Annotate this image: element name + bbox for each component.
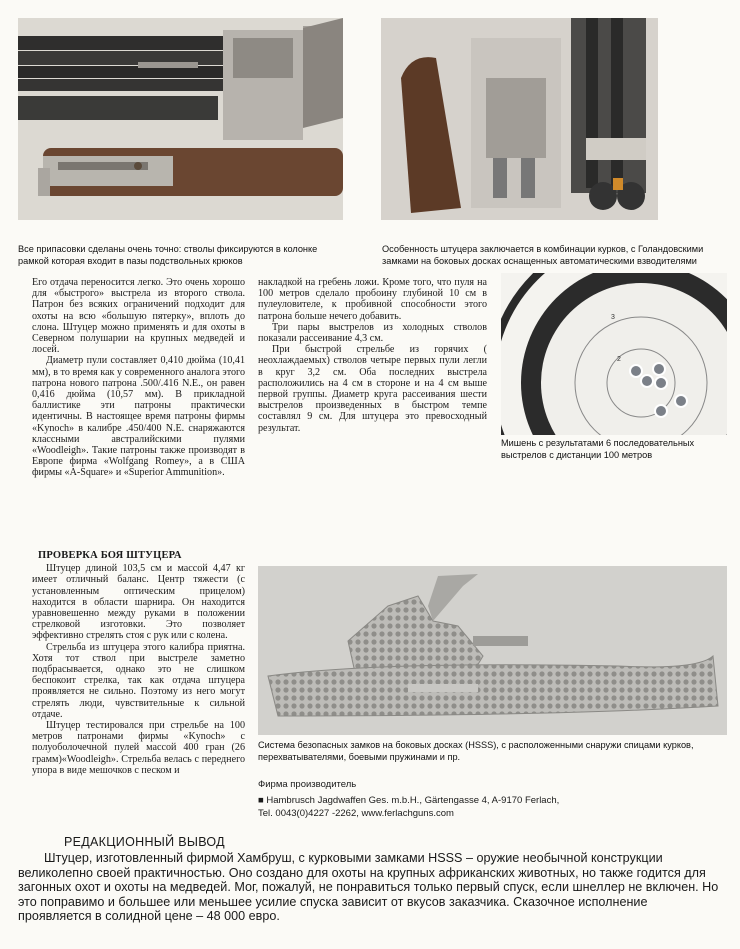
paragraph: Диаметр пули составляет 0,410 дюйма (10,41 мм), в то время как у современного аналога этого патрона нового патрона .500/.416 N.E., он равен 0,416 дюйма (10,57 мм). В прикладной баллистике эти патроны практически идентичны. В настоящее время патроны фирмы «Kynoch» в калибре .450/400 N.E. снаряжаются классными австралийскими пулями «Woodleigh». Такие патроны также производят в Европе фирма «Wolfgang Romey», а в США фирмы «A-Square» и «Superior Ammunition». [32, 355, 245, 479]
photo-barrels-action [18, 18, 343, 220]
caption-action-detail: Особенность штуцера заключается в комбинации курков, с Голандовскими замками на боковых досках оснащенных автоматическими взводителями [382, 244, 704, 266]
manufacturer-title: Фирма производитель [258, 779, 357, 790]
caption-barrels-action: Все припасовки сделаны очень точно: стволы фиксируются в колонке рамкой которая входит в пазы подствольных крюков [18, 244, 318, 266]
manufacturer-block [258, 778, 727, 820]
locks-illustration [258, 566, 727, 735]
paragraph: Штуцер длиной 103,5 см и массой 4,47 кг имеет отличный баланс. Центр тяжести (с установленным оптическим прицелом) находится в области шарнира. Он находится уравновешенно между руками в положении стрелковой изготовки. Это позволяет эффективно стрелять стоя с рук или с колена. [32, 563, 245, 642]
photo-action-detail [381, 18, 658, 220]
manufacturer-contact: Tel. 0043(0)4227 -2262, www.ferlachguns.com [258, 808, 454, 819]
editorial-text-block [18, 851, 724, 924]
paragraph: накладкой на гребень ложи. Кроме того, что пуля на 100 метров сделало пробоину глубиной 10 см в пулеуловителе, к пробивной способности этого патрона больше нечего добавить. [258, 277, 487, 322]
target-illustration [501, 273, 727, 435]
text-column-1 [32, 277, 245, 479]
photo-locks [258, 566, 727, 735]
action-detail-illustration [381, 18, 658, 220]
text-column-section [32, 550, 245, 776]
caption-locks: Система безопасных замков на боковых досках (HSSS), с расположенными снаружи спицами курков, перехватывателями, боевыми пружинами и пр. [258, 740, 694, 762]
paragraph: При быстрой стрельбе из горячих ( неохлаждаемых) стволов четыре первых пули легли в круг 3,2 см. Оба последних выстрела расположились на 4 см в стороне и на 4 см выше первой группы. Диаметр круга рассеивания шести выстрелов произведенных в быстром темпе составлял 9 см. Для штуцера это превосходный результат. [258, 344, 487, 434]
target-ring-label: 2 [617, 356, 621, 363]
paragraph: Три пары выстрелов из холодных стволов показали рассеивание 4,3 см. [258, 321, 487, 345]
caption-target: Мишень с результатами 6 последовательных выстрелов с дистанции 100 метров [501, 438, 695, 460]
section-heading: ПРОВЕРКА БОЯ ШТУЦЕРА [38, 550, 182, 561]
paragraph: Его отдача переносится легко. Это очень хорошо для «быстрого» выстрела из второго ствола. Патрон без всяких ограничений подходит для охоты на всю «большую пятерку», вплоть до слона. Штуцер можно применять и для охоты в Северном полушарии на крупных медведей и лосей. [32, 277, 245, 356]
editorial-title: РЕДАКЦИОННЫЙ ВЫВОД [64, 835, 225, 849]
barrels-action-illustration [18, 18, 343, 220]
paragraph: Штуцер тестировался при стрельбе на 100 метров патронами фирмы «Kynoch» с полуоболочечной пулей массой 400 гран (26 грамм)«Woodleigh». Стрельба велась с переднего упора в виде мешочков с песком и [32, 720, 245, 776]
paragraph: Стрельба из штуцера этого калибра приятна. Хотя тот ствол при выстреле заметно подбрасывается, однако это не слишком беспокоит стрелка, так как отдача штуцера проявляется не сильно. Поэтому из него могут стрелять люди, чувствительные к сильной отдаче. [32, 641, 245, 720]
manufacturer-address: ■ Hambrusch Jagdwaffen Ges. m.b.H., Gärtengasse 4, A-9170 Ferlach, [258, 795, 560, 806]
photo-target [501, 273, 727, 435]
editorial-paragraph: Штуцер, изготовленный фирмой Хамбруш, с курковыми замками HSSS – оружие необычной конструкции великолепно своей практичностью. Оно создано для охоты на крупных африканских животных, но также годится для загонных охот и охоты на медведей. Мог, пожалуй, не понравиться только первый спуск, если шнеллер не включен. Но это поправимо и большее или меньшее усилие спуска зависит от вкусов заказчика. Сказочное исполнение проявляется в солидной цене – 48 000 евро. [18, 851, 719, 924]
target-ring-label: 3 [611, 314, 615, 321]
text-column-2 [258, 277, 487, 434]
